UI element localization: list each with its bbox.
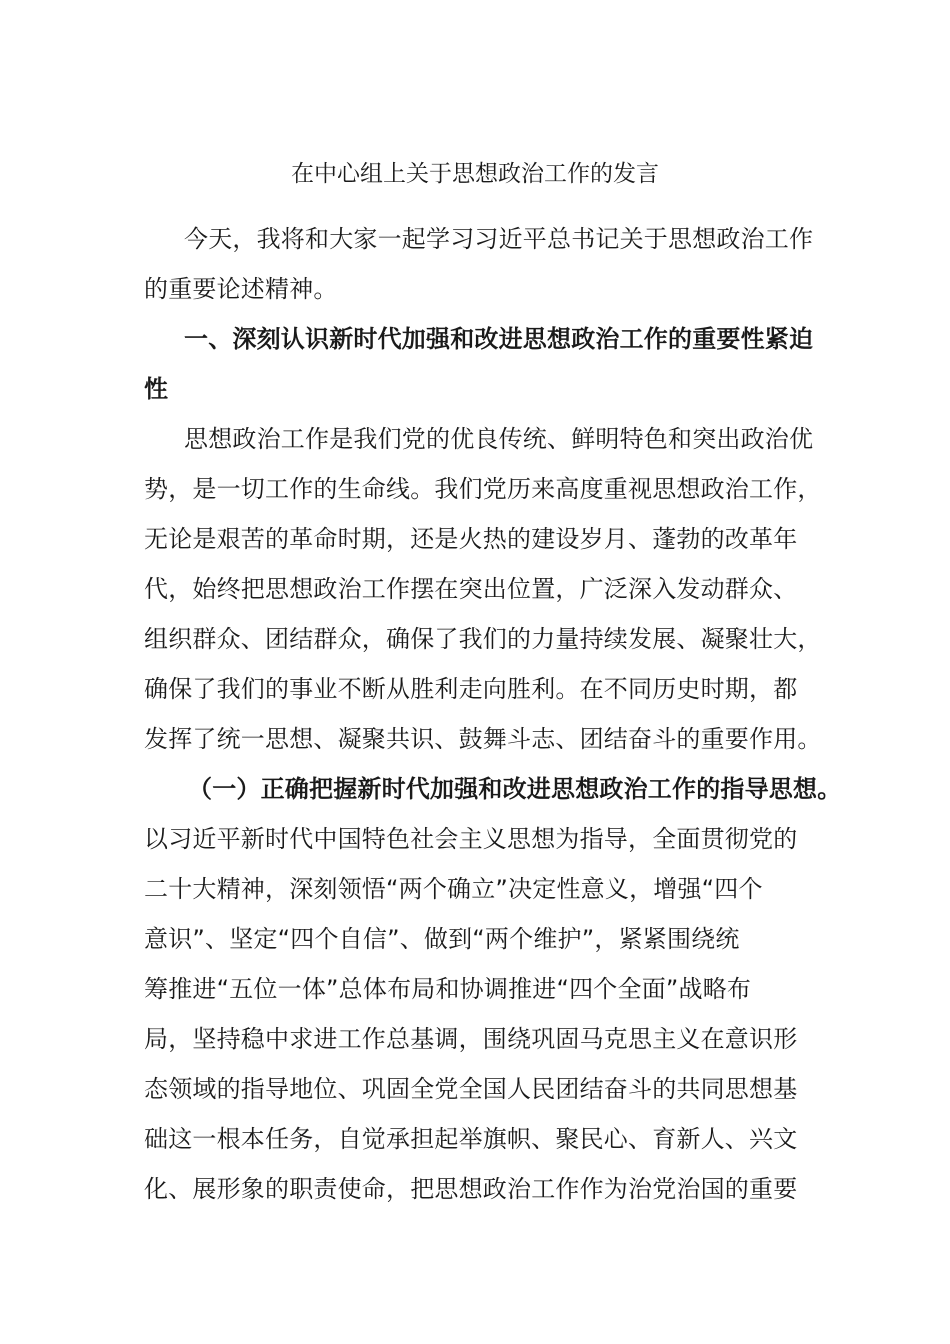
- subsection-heading-line: （一）正确把握新时代加强和改进思想政治工作的指导思想。: [188, 775, 842, 803]
- paragraph-line: 筹推进“五位一体”总体布局和协调推进“四个全面”战略布: [144, 975, 752, 1003]
- document-title: 在中心组上关于思想政治工作的发言: [291, 161, 659, 187]
- paragraph-line: 以习近平新时代中国特色社会主义思想为指导，全面贯彻党的: [144, 825, 798, 853]
- paragraph-line: 确保了我们的事业不断从胜利走向胜利。在不同历史时期，都: [144, 675, 798, 703]
- paragraph-line: 无论是艰苦的革命时期，还是火热的建设岁月、蓬勃的改革年: [144, 525, 798, 553]
- paragraph-line: 意识”、坚定“四个自信”、做到“两个维护”，紧紧围绕统: [144, 925, 740, 953]
- paragraph-line: 思想政治工作是我们党的优良传统、鲜明特色和突出政治优: [184, 425, 814, 453]
- paragraph-line: 今天，我将和大家一起学习习近平总书记关于思想政治工作: [184, 225, 814, 253]
- paragraph-line: 二十大精神，深刻领悟“两个确立”决定性意义，增强“四个: [144, 875, 763, 903]
- section-heading-line: 一、深刻认识新时代加强和改进思想政治工作的重要性紧迫: [184, 325, 814, 353]
- section-heading-line: 性: [144, 375, 169, 403]
- paragraph-line: 组织群众、团结群众，确保了我们的力量持续发展、凝聚壮大，: [144, 625, 822, 653]
- paragraph-line: 局，坚持稳中求进工作总基调，围绕巩固马克思主义在意识形: [144, 1025, 798, 1053]
- paragraph-line: 势，是一切工作的生命线。我们党历来高度重视思想政治工作，: [144, 475, 822, 503]
- document-body: [144, 214, 842, 1214]
- paragraph-line: 化、展形象的职责使命，把思想政治工作作为治党治国的重要: [144, 1175, 798, 1203]
- paragraph-line: 发挥了统一思想、凝聚共识、鼓舞斗志、团结奋斗的重要作用。: [144, 725, 822, 753]
- paragraph-line: 础这一根本任务，自觉承担起举旗帜、聚民心、育新人、兴文: [144, 1125, 798, 1153]
- paragraph-line: 代，始终把思想政治工作摆在突出位置，广泛深入发动群众、: [144, 575, 798, 603]
- paragraph-line: 态领域的指导地位、巩固全党全国人民团结奋斗的共同思想基: [144, 1075, 798, 1103]
- paragraph-line: 的重要论述精神。: [144, 275, 338, 303]
